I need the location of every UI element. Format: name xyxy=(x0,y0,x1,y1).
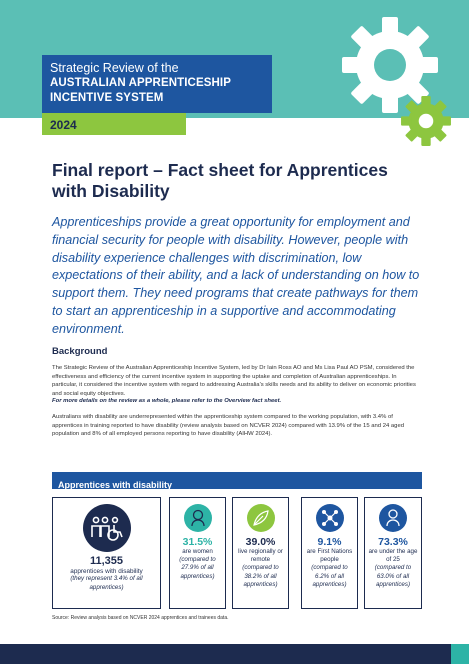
page-title: Final report – Fact sheet for Apprentices with Disability xyxy=(52,160,388,201)
stat-label: live regionally or remote xyxy=(238,548,283,564)
footer-band xyxy=(0,644,469,664)
stat-pct: 31.5% xyxy=(182,536,213,548)
stat-card-regional xyxy=(232,497,289,609)
title-box xyxy=(42,55,272,113)
stat-card-under-25 xyxy=(364,497,422,609)
year-badge xyxy=(42,113,186,135)
main-stat-subtext: (they represent 3.4% of all apprentices) xyxy=(70,575,143,591)
stat-pct: 73.3% xyxy=(378,536,408,548)
main-stat-number: 11,355 xyxy=(89,555,124,567)
footer-accent xyxy=(451,644,469,664)
people-wheelchair-icon xyxy=(83,504,131,552)
background-paragraph-1: The Strategic Review of the Australian Apprenticeship Incentive System, led by Dr Iain Ross AO and Ms Lisa Paul AO PSM, considered the effectiveness and efficiency of the current incentive system in supporting the uptake and completion of Australian apprenticeships. In particular, it considered the incentive system with regard to addressing Australia's skills needs and its ability to deliver on economic priorities and social equity objectives. xyxy=(52,365,416,397)
stat-subtext: (compared to 27.9% of all apprentices) xyxy=(179,556,216,580)
stat-pct: 9.1% xyxy=(317,536,342,548)
stat-subtext: (compared to 6.2% of all apprentices) xyxy=(311,564,348,588)
stat-label: are First Nations people xyxy=(306,548,353,564)
stat-label: are women xyxy=(182,548,213,555)
title-line-3: INCENTIVE SYSTEM xyxy=(50,92,164,104)
stat-card-main xyxy=(52,497,161,609)
stats-heading: Apprentices with disability xyxy=(58,480,173,490)
woman-icon xyxy=(184,504,212,532)
stats-heading-bar xyxy=(52,472,422,489)
stat-pct: 39.0% xyxy=(245,536,276,548)
main-stat-label: apprentices with disability xyxy=(70,568,143,575)
stat-label: are under the age of 25 xyxy=(368,548,418,564)
leaf-icon xyxy=(247,504,275,532)
stat-subtext: (compared to 38.2% of all apprentices) xyxy=(242,564,279,588)
title-line-2: AUSTRALIAN APPRENTICESHIP xyxy=(50,77,231,89)
title-line-1: Strategic Review of the xyxy=(50,61,179,75)
small-gear-icon xyxy=(400,95,452,147)
stat-subtext: (compared to 63.0% of all apprentices) xyxy=(374,564,412,588)
person-icon xyxy=(379,504,407,532)
stat-card-women xyxy=(169,497,226,609)
header-band xyxy=(0,0,469,118)
background-paragraph-3: Australians with disability are underrepresented within the apprenticeship system compared to the working population, with 3.4% of apprentices in training reported to have disability (review analysis based on NCVER 2024) compared with 13.9% of the 15 and 24 aged population and 8% of all employed persons reporting to have disability (AIHW 2024). xyxy=(52,414,405,438)
connected-people-icon xyxy=(316,504,344,532)
year-label: 2024 xyxy=(50,118,77,132)
background-heading: Background xyxy=(52,346,108,357)
background-paragraph-2: For more details on the review as a whole, please refer to the Overview fact sheet. xyxy=(52,398,282,404)
stat-card-first-nations xyxy=(301,497,358,609)
source-note: Source: Review analysis based on NCVER 2024 apprentices and trainees data. xyxy=(52,615,229,621)
lead-paragraph: Apprenticeships provide a great opportunity for employment and financial security for people with disability. However, people with disability experience challenges with discrimination, low expectations of their ability, and a lack of understanding on how to support them. They need programs that create pathways for them to start an apprenticeship in a supportive and accommodating environment. xyxy=(52,215,420,336)
